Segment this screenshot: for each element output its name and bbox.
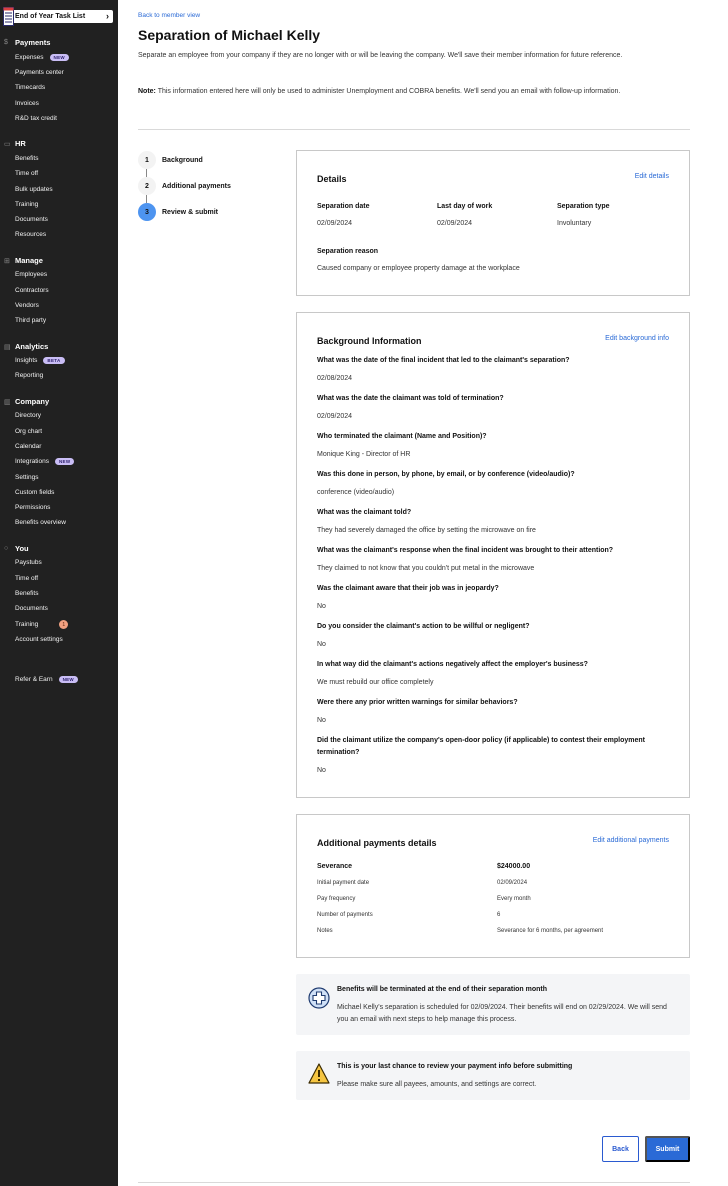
step-label: Review & submit: [162, 208, 219, 216]
sidebar-item-label: Refer & Earn: [15, 676, 53, 683]
answer: conference (video/audio): [317, 489, 395, 496]
sidebar-item-paystubs[interactable]: [15, 559, 42, 566]
section-payments[interactable]: [4, 38, 50, 47]
sidebar-item-label: Benefits: [15, 590, 39, 597]
sidebar-item-label: Integrations: [15, 458, 49, 465]
sidebar-item-label: Reporting: [15, 372, 44, 379]
sidebar-item-resources[interactable]: [15, 231, 46, 238]
sidebar-item-label: Benefits overview: [15, 519, 66, 526]
section-company[interactable]: [4, 397, 49, 406]
sidebar-item-label: Resources: [15, 231, 47, 238]
additional-payments-card: [296, 814, 690, 958]
last-day-value: 02/09/2024: [437, 220, 473, 227]
sidebar-item-label: Contractors: [15, 287, 49, 294]
question: What was the claimant's response when the final incident was brought to their attention?: [317, 547, 614, 554]
payment-detail-value: 6: [497, 912, 501, 918]
warning-icon: [308, 1062, 330, 1086]
sidebar-item-invoices[interactable]: [15, 100, 39, 107]
page-description: Separate an employee from your company if they are no longer with or will be leaving the company. We'll save their member information for future reference.: [138, 52, 623, 59]
answer: Monique King - Director of HR: [317, 451, 411, 458]
sidebar-item-permissions[interactable]: [15, 504, 50, 511]
step-label: Additional payments: [162, 182, 231, 190]
new-badge: NEW: [59, 676, 78, 683]
answer: No: [317, 717, 326, 724]
chart-icon: ▤: [4, 343, 11, 351]
sidebar-item-label: Settings: [15, 474, 39, 481]
sidebar-item-label: Account settings: [15, 636, 63, 643]
sidebar-item-third-party[interactable]: [15, 317, 46, 324]
additional-payments-title: Additional payments details: [317, 838, 437, 848]
severance-label: Severance: [317, 863, 353, 870]
answer: 02/09/2024: [317, 413, 353, 420]
sidebar-item-you-training[interactable]: [15, 620, 68, 629]
sidebar-item-custom-fields[interactable]: [15, 489, 54, 496]
sidebar-item-label: Bulk updates: [15, 186, 53, 193]
sidebar-item-time-off[interactable]: [15, 170, 38, 177]
question: What was the claimant told?: [317, 509, 412, 516]
sidebar-item-insights[interactable]: [15, 357, 65, 364]
sidebar-item-label: Invoices: [15, 100, 39, 107]
sidebar-item-label: Time off: [15, 170, 39, 177]
question: Was this done in person, by phone, by email, or by conference (video/audio)?: [317, 471, 575, 478]
answer: No: [317, 603, 326, 610]
section-company-label: Company: [15, 397, 50, 406]
submit-button[interactable]: Submit: [645, 1136, 690, 1162]
medical-cross-icon: [308, 987, 330, 1009]
building-icon: ▥: [4, 398, 11, 406]
step-connector: [146, 195, 147, 203]
step-additional-payments[interactable]: [138, 177, 231, 195]
sidebar-item-you-time-off[interactable]: [15, 575, 38, 582]
edit-additional-payments-link[interactable]: Edit additional payments: [592, 837, 669, 844]
sidebar-item-label: Documents: [15, 605, 48, 612]
sidebar-item-label: Calendar: [15, 443, 42, 450]
divider: [138, 1182, 690, 1183]
separation-reason-value: Caused company or employee property damage at the workplace: [317, 265, 520, 272]
sidebar-item-label: Vendors: [15, 302, 39, 309]
step-background[interactable]: [138, 151, 203, 169]
sidebar-item-expenses[interactable]: [15, 54, 69, 61]
back-button[interactable]: Back: [602, 1136, 639, 1162]
sidebar-item-label: Org chart: [15, 428, 43, 435]
sidebar-item-account-settings[interactable]: [15, 636, 63, 643]
question: Was the claimant aware that their job was in jeopardy?: [317, 585, 499, 592]
step-connector: [146, 169, 147, 177]
payment-review-warning: [296, 1051, 690, 1100]
benefits-notice-title: Benefits will be terminated at the end of their separation month: [337, 986, 548, 993]
answer: No: [317, 641, 326, 648]
sidebar-item-label: Benefits: [15, 155, 39, 162]
checklist-icon: [3, 7, 14, 26]
sidebar-item-you-benefits[interactable]: [15, 590, 39, 597]
sidebar-item-label: Insights: [15, 357, 38, 364]
sidebar-item-label: R&D tax credit: [15, 115, 57, 122]
sidebar-item-label: Documents: [15, 216, 48, 223]
notification-count-badge: 1: [59, 620, 68, 629]
sidebar: [0, 0, 118, 1186]
page-note: [138, 86, 678, 98]
section-you-label: You: [15, 544, 29, 553]
back-to-member-view-link[interactable]: Back to member view: [138, 12, 201, 19]
section-payments-label: Payments: [15, 38, 51, 47]
briefcase-icon: ▭: [4, 140, 11, 148]
benefits-notice-text: Michael Kelly's separation is scheduled for 02/09/2024. Their benefits will end on 02/29/2024. We will send you an email with next steps to help manage this process.: [337, 1004, 667, 1023]
payment-detail-value: Severance for 6 months, per agreement: [497, 928, 604, 934]
sidebar-item-rd-tax-credit[interactable]: [15, 115, 57, 122]
answer: 02/08/2024: [317, 375, 353, 382]
dollar-icon: $: [4, 39, 8, 46]
section-analytics[interactable]: [4, 342, 48, 351]
separation-date-value: 02/09/2024: [317, 220, 353, 227]
sidebar-item-label: Employees: [15, 271, 48, 278]
sidebar-item-timecards[interactable]: [15, 84, 45, 91]
payment-detail-value: 02/09/2024: [497, 880, 528, 886]
section-hr[interactable]: [4, 139, 26, 148]
sidebar-item-documents[interactable]: [15, 216, 48, 223]
details-title: Details: [317, 174, 347, 184]
sidebar-item-label: Expenses: [15, 54, 44, 61]
background-info-title: Background Information: [317, 336, 422, 346]
sidebar-item-label: Permissions: [15, 504, 51, 511]
sidebar-item-reporting[interactable]: [15, 372, 43, 379]
sidebar-item-you-documents[interactable]: [15, 605, 48, 612]
warning-notice-text: Please make sure all payees, amounts, and settings are correct.: [337, 1081, 537, 1088]
question: In what way did the claimant's actions negatively affect the employer's business?: [317, 661, 588, 668]
payment-detail-label: Notes: [317, 928, 333, 934]
separation-type-value: Involuntary: [557, 220, 592, 227]
separation-type-label: Separation type: [557, 203, 610, 210]
beta-badge: BETA: [43, 357, 64, 364]
sidebar-item-training[interactable]: [15, 201, 38, 208]
new-badge: NEW: [55, 458, 74, 465]
page-title: Separation of Michael Kelly: [138, 27, 321, 43]
answer: We must rebuild our office completely: [317, 679, 434, 686]
new-badge: NEW: [50, 54, 69, 61]
sidebar-item-refer-earn[interactable]: [15, 676, 78, 683]
question: Did the claimant utilize the company's open-door policy (if applicable) to contest their employment termination?: [317, 737, 645, 756]
section-manage[interactable]: [4, 256, 43, 265]
sidebar-item-benefits-overview[interactable]: [15, 519, 66, 526]
sidebar-item-label: Custom fields: [15, 489, 55, 496]
sidebar-item-label: Directory: [15, 412, 42, 419]
sidebar-item-vendors[interactable]: [15, 302, 39, 309]
step-label: Background: [162, 156, 203, 164]
step-number-active: 3: [138, 203, 156, 221]
chevron-right-icon: ›: [106, 11, 109, 21]
divider: [138, 129, 690, 130]
payment-detail-label: Initial payment date: [317, 880, 370, 886]
section-manage-label: Manage: [15, 256, 43, 265]
question: What was the date of the final incident that led to the claimant's separation?: [317, 357, 570, 364]
sidebar-item-label: Paystubs: [15, 559, 42, 566]
edit-details-link[interactable]: Edit details: [634, 173, 669, 180]
question: Were there any prior written warnings for similar behaviors?: [317, 699, 518, 706]
person-icon: ○: [4, 545, 9, 552]
sidebar-item-settings[interactable]: [15, 474, 39, 481]
end-of-year-task-list[interactable]: [3, 10, 113, 23]
sidebar-item-label: Third party: [15, 317, 47, 324]
sidebar-item-label: Training: [15, 201, 39, 208]
section-analytics-label: Analytics: [15, 342, 49, 351]
sidebar-item-integrations[interactable]: [15, 458, 74, 465]
answer: No: [317, 767, 326, 774]
sidebar-item-org-chart[interactable]: [15, 428, 42, 435]
answer: They had severely damaged the office by setting the microwave on fire: [317, 527, 536, 534]
sidebar-item-payments-center[interactable]: [15, 69, 64, 76]
benefits-termination-notice: [296, 974, 690, 1035]
severance-amount: $24000.00: [497, 863, 531, 870]
sidebar-item-employees[interactable]: [15, 271, 47, 278]
background-info-card: [296, 312, 690, 798]
section-hr-label: HR: [15, 139, 26, 148]
payment-detail-label: Pay frequency: [317, 896, 356, 902]
question: Do you consider the claimant's action to be willful or negligent?: [317, 623, 530, 630]
task-list-label: End of Year Task List: [15, 13, 86, 20]
question: What was the date the claimant was told of termination?: [317, 395, 504, 402]
question: Who terminated the claimant (Name and Position)?: [317, 433, 487, 440]
sidebar-item-contractors[interactable]: [15, 287, 49, 294]
manage-icon: ⊞: [4, 257, 10, 265]
step-number: 1: [138, 151, 156, 169]
sidebar-item-bulk-updates[interactable]: [15, 186, 53, 193]
sidebar-item-calendar[interactable]: [15, 443, 41, 450]
step-number: 2: [138, 177, 156, 195]
sidebar-item-label: Time off: [15, 575, 39, 582]
sidebar-item-label: Timecards: [15, 84, 46, 91]
note-label: Note:: [138, 88, 156, 95]
last-day-label: Last day of work: [437, 203, 493, 210]
answer: They claimed to not know that you couldn't put metal in the microwave: [317, 565, 535, 572]
sidebar-item-benefits[interactable]: [15, 155, 39, 162]
details-card: [296, 150, 690, 296]
edit-background-info-link[interactable]: Edit background info: [605, 335, 669, 342]
separation-date-label: Separation date: [317, 203, 370, 210]
warning-notice-title: This is your last chance to review your payment info before submitting: [337, 1063, 573, 1070]
sidebar-item-directory[interactable]: [15, 412, 41, 419]
sidebar-item-label: Training: [15, 621, 39, 628]
separation-reason-label: Separation reason: [317, 248, 379, 255]
sidebar-item-label: Payments center: [15, 69, 64, 76]
section-you[interactable]: [4, 544, 29, 553]
note-text: This information entered here will only be used to administer Unemployment and COBRA benefits. We'll send you an email with follow-up information.: [155, 88, 621, 95]
payment-detail-value: Every month: [497, 896, 531, 902]
step-review-submit[interactable]: [138, 203, 218, 221]
payment-detail-label: Number of payments: [317, 912, 373, 918]
